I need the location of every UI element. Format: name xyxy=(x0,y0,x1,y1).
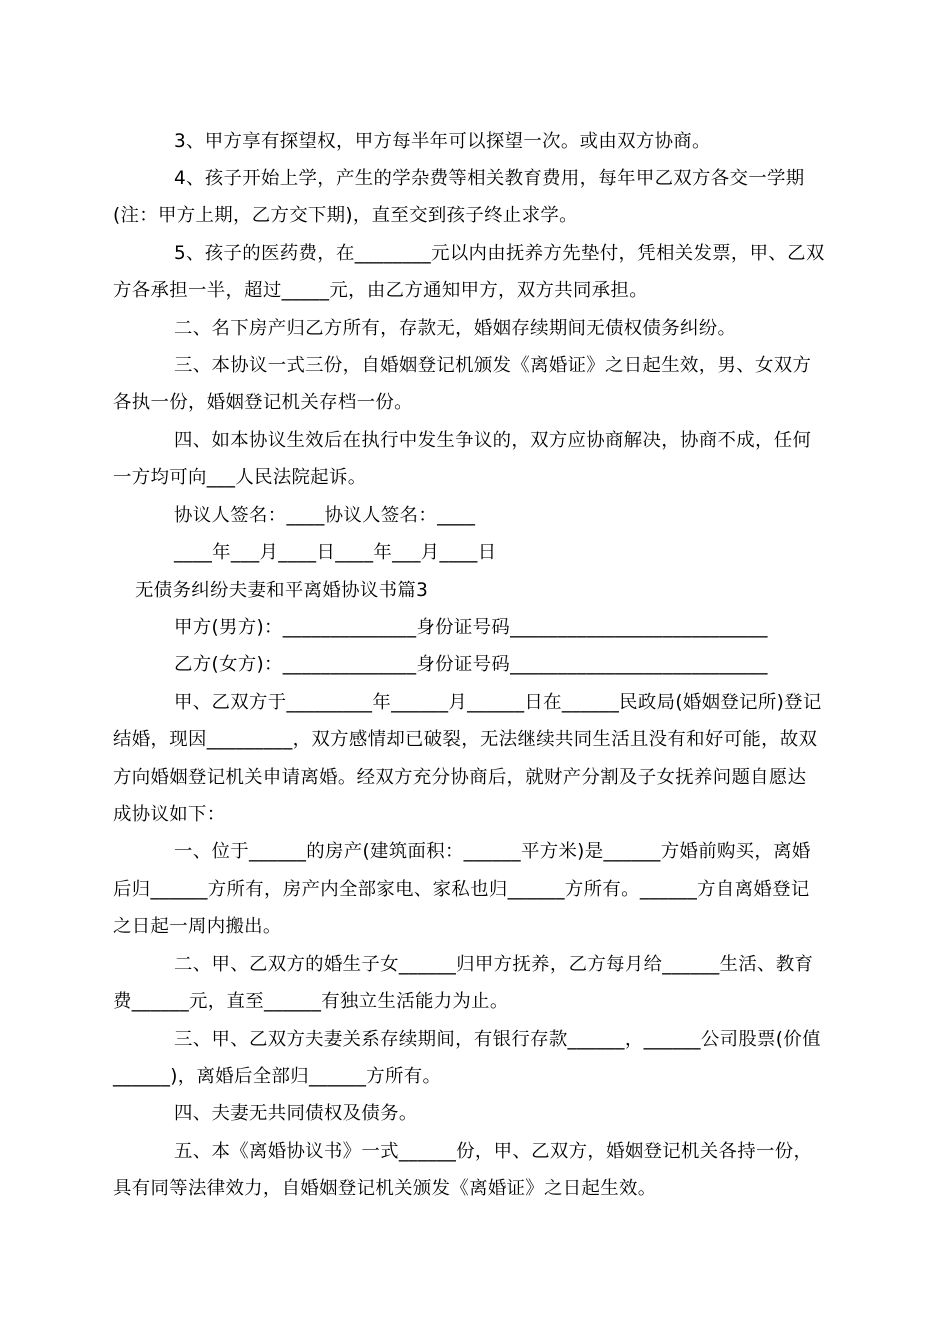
date-line: ____年___月____日____年___月____日 xyxy=(174,542,497,563)
paragraph-line: 费______元，直至______有独立生活能力为止。 xyxy=(113,991,509,1012)
paragraph-line: 三、本协议一式三份，自婚姻登记机颁发《离婚证》之日起生效，男、女双方 xyxy=(174,355,812,376)
paragraph-line: 成协议如下： xyxy=(113,804,226,825)
paragraph-line: 四、如本协议生效后在执行中发生争议的，双方应协商解决，协商不成，任何 xyxy=(174,430,812,451)
paragraph-line: 三、甲、乙双方夫妻关系存续期间，有银行存款______，______公司股票(价值 xyxy=(174,1029,821,1050)
paragraph-line: 后归______方所有，房产内全部家电、家私也归______方所有。______方自离婚登记 xyxy=(113,879,810,900)
paragraph-line: 5、孩子的医药费，在________元以内由抚养方先垫付，凭相关发票，甲、乙双 xyxy=(174,243,825,264)
section-title: 无债务纠纷夫妻和平离婚协议书篇3 xyxy=(135,580,429,601)
paragraph-line: ______)，离婚后全部归______方所有。 xyxy=(113,1066,442,1087)
paragraph-line: 之日起一周内搬出。 xyxy=(113,916,282,937)
paragraph-line: 五、本《离婚协议书》一式______份，甲、乙双方，婚姻登记机关各持一份， xyxy=(174,1141,813,1162)
paragraph-line: 具有同等法律效力，自婚姻登记机关颁发《离婚证》之日起生效。 xyxy=(113,1178,657,1199)
party-a-line: 甲方(男方)：______________身份证号码___________________________ xyxy=(174,617,768,638)
paragraph-line: 结婚，现因_________，双方感情却已破裂，无法继续共同生活且没有和好可能，故双 xyxy=(113,729,818,750)
paragraph-line: 二、甲、乙双方的婚生子女______归甲方抚养，乙方每月给______生活、教育 xyxy=(174,954,814,975)
paragraph-line: 方向婚姻登记机关申请离婚。经双方充分协商后，就财产分割及子女抚养问题自愿达 xyxy=(113,767,807,788)
signature-line: 协议人签名：____协议人签名：____ xyxy=(174,505,476,526)
paragraph-line: (注：甲方上期，乙方交下期)，直至交到孩子终止求学。 xyxy=(113,205,578,226)
paragraph-line: 四、夫妻无共同债权及债务。 xyxy=(174,1103,418,1124)
party-b-line: 乙方(女方)：______________身份证号码___________________________ xyxy=(174,654,768,675)
paragraph-line: 一方均可向___人民法院起诉。 xyxy=(113,467,367,488)
paragraph-line: 方各承担一半，超过_____元，由乙方通知甲方，双方共同承担。 xyxy=(113,280,648,301)
paragraph-line: 二、名下房产归乙方所有，存款无，婚姻存续期间无债权债务纠纷。 xyxy=(174,318,737,339)
paragraph-line: 3、甲方享有探望权，甲方每半年可以探望一次。或由双方协商。 xyxy=(174,131,711,152)
paragraph-line: 甲、乙双方于_________年______月______日在______民政局(婚姻登记所)登记 xyxy=(174,692,822,713)
paragraph-line: 各执一份，婚姻登记机关存档一份。 xyxy=(113,392,413,413)
paragraph-line: 一、位于______的房产(建筑面积：______平方米)是______方婚前购买，离婚 xyxy=(174,841,811,862)
paragraph-line: 4、孩子开始上学，产生的学杂费等相关教育费用，每年甲乙双方各交一学期 xyxy=(174,168,805,189)
